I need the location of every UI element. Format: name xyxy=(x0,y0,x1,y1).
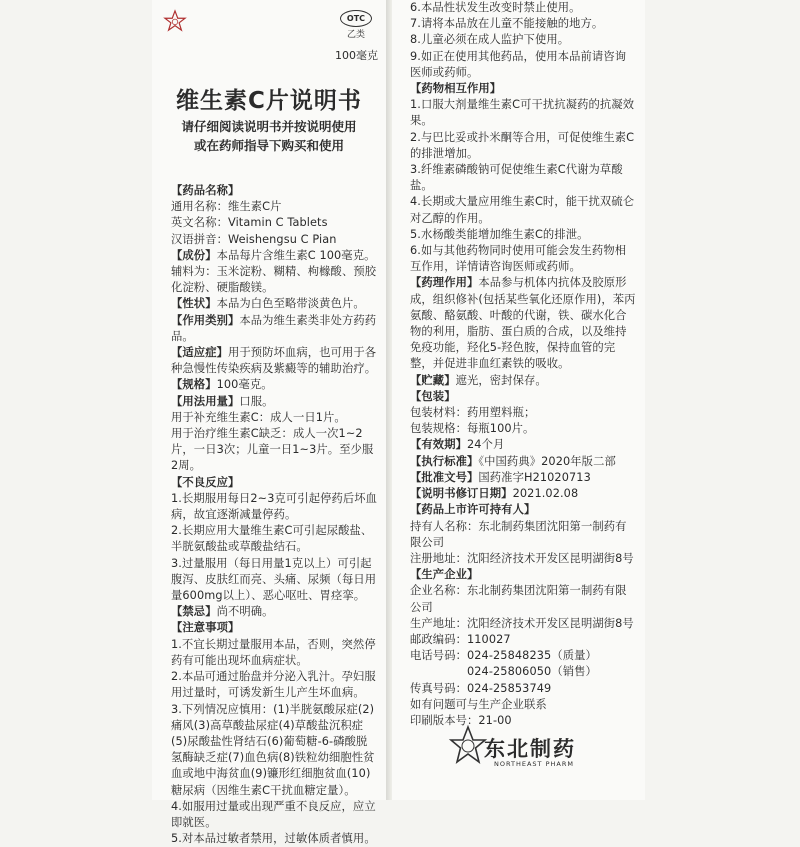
section-line: 2.本品可通过胎盘并分泌入乳汁。孕妇服用过量时，可诱发新生儿产生坏血病。 xyxy=(171,670,376,700)
section-line: 2.长期应用大量维生素C可引起尿酸盐、半胱氨酸盐或草酸盐结石。 xyxy=(171,524,373,554)
northeast-pharm-logo-icon xyxy=(450,726,486,766)
section-line: 3.下列情况应慎用：(1)半胱氨酸尿症(2)痛风(3)高草酸盐尿症(4)草酸盐沉积症(5)尿酸盐性肾结石(6)葡萄糖-6-磷酸脱氢酶缺乏症(7)血色病(8)铁粒幼细胞性贫血或地中海贫血(9)镰形红细胞贫血(10)糖尿病（因维生素C干扰血糖定量）。 xyxy=(171,702,375,797)
section-heading: 【适应症】 xyxy=(171,346,228,360)
section-heading: 【药物相互作用】 xyxy=(410,82,502,96)
section-text: 本品为维生素类非处方药药品。 xyxy=(171,313,377,343)
left-text-column xyxy=(171,183,378,847)
section-text: 2021.02.08 xyxy=(512,487,579,501)
brand-name-cn: 东北制药 xyxy=(484,737,576,761)
subtitle-line: 请仔细阅读说明书并按说明使用 xyxy=(181,119,357,134)
section-text: 尚不明确。 xyxy=(216,605,274,619)
section-first-line xyxy=(171,313,378,345)
section-line: 9.如正在使用其他药品，使用本品前请咨询医师或药师。 xyxy=(410,49,627,79)
section xyxy=(171,394,378,475)
section-first-line xyxy=(410,275,637,372)
section-first-line xyxy=(410,389,637,405)
leaflet-left-panel xyxy=(152,0,386,846)
section-first-line xyxy=(410,454,637,470)
section-first-line xyxy=(171,377,378,393)
section-heading: 【包装】 xyxy=(410,389,456,403)
section-line: 用于补充维生素C：成人一日1片。 xyxy=(171,410,346,424)
section-heading: 【药品名称】 xyxy=(171,184,240,197)
section-text: 本品为白色至略带淡黄色片。 xyxy=(216,297,365,311)
section-first-line xyxy=(171,475,378,491)
section-line: 5.水杨酸类能增加维生素C的排泄。 xyxy=(410,227,589,241)
section xyxy=(410,275,637,372)
section-line: 4.如服用过量或出现严重不良反应，应立即就医。 xyxy=(171,799,376,829)
section-line: 包装规格：每瓶100片。 xyxy=(410,422,535,436)
section-text: 遮光，密封保存。 xyxy=(455,373,547,387)
section-line: 持有人名称：东北制药集团沈阳第一制药有限公司 xyxy=(410,519,627,549)
section xyxy=(410,437,637,453)
subtitle-line: 或在药师指导下购买和使用 xyxy=(193,138,344,153)
section xyxy=(410,81,637,275)
section-line: 用于治疗维生素C缺乏：成人一次1~2片，一日3次；儿童一日1~3片。至少服2周。 xyxy=(171,427,374,473)
section-line: 电话号码：024-25848235（质量） xyxy=(410,649,597,663)
section-heading: 【贮藏】 xyxy=(410,373,456,387)
leaflet-right-panel xyxy=(392,0,645,800)
section-text: 24个月 xyxy=(467,438,505,452)
section xyxy=(410,567,637,729)
section-line: 注册地址：沈阳经济技术开发区昆明湖街8号 xyxy=(410,551,634,565)
section-line: 1.长期服用每日2~3克可引起停药后坏血病，故宜逐渐减量停药。 xyxy=(171,491,378,522)
section-heading: 【不良反应】 xyxy=(171,475,240,489)
section-first-line xyxy=(171,248,378,297)
section-line: 8.儿童必须在成人监护下使用。 xyxy=(410,33,570,47)
otc-badge: OTC xyxy=(340,10,372,27)
section-heading: 【药理作用】 xyxy=(410,276,479,290)
section xyxy=(171,620,378,847)
section-heading: 【生产企业】 xyxy=(410,568,479,582)
section xyxy=(410,0,637,81)
section xyxy=(171,345,378,377)
section-text: 本品每片含维生素C 100毫克。辅料为：玉米淀粉、糊精、枸橼酸、预胶化淀粉、硬脂酸镁。 xyxy=(171,248,377,295)
section-heading: 【作用类别】 xyxy=(171,313,240,327)
section-line: 6.本品性状发生改变时禁止使用。 xyxy=(410,1,581,14)
section-heading: 【用法用量】 xyxy=(171,394,240,408)
section-heading: 【注意事项】 xyxy=(171,621,240,635)
section xyxy=(410,373,637,389)
section-heading: 【规格】 xyxy=(171,378,217,392)
section-line: 2.与巴比妥或扑米酮等合用，可促使维生素C的排泄增加。 xyxy=(410,130,635,160)
section xyxy=(171,248,378,297)
section-first-line xyxy=(171,620,378,636)
otc-category: 乙类 xyxy=(347,30,366,40)
section-line: 6.如与其他药物同时使用可能会发生药物相互作用，详情请咨询医师或药师。 xyxy=(410,244,627,274)
document-title: 维生素C片说明书 xyxy=(176,88,362,114)
section-text: 100毫克。 xyxy=(216,378,273,392)
section-heading: 【禁忌】 xyxy=(171,605,217,619)
section-first-line xyxy=(171,345,378,377)
section-line: 024-25806050（销售） xyxy=(410,665,597,679)
section xyxy=(410,486,637,502)
section-first-line xyxy=(171,604,378,620)
section-line: 通用名称：维生素C片 xyxy=(171,200,282,214)
section-first-line xyxy=(410,437,637,453)
section-first-line xyxy=(410,470,637,486)
section-heading: 【药品上市许可持有人】 xyxy=(410,503,536,517)
brand-name-en: NORTHEAST PHARM xyxy=(494,760,574,768)
section-first-line xyxy=(410,373,637,389)
dose-label: 100毫克 xyxy=(335,49,378,62)
section-first-line xyxy=(410,502,637,518)
section-line: 1.不宜长期过量服用本品，否则，突然停药有可能出现坏血病症状。 xyxy=(171,637,376,667)
section-heading: 【说明书修订日期】 xyxy=(410,487,513,501)
section xyxy=(171,183,378,248)
section-line: 3.过量服用（每日用量1克以上）可引起腹泻、皮肤红而亮、头痛、尿频（每日用量600mg以上）、恶心呕吐、胃痉挛。 xyxy=(171,556,377,603)
section-line: 企业名称：东北制药集团沈阳第一制药有限公司 xyxy=(410,584,627,614)
section-line: 汉语拼音：Weishengsu C Pian xyxy=(171,232,337,246)
brand-star-icon xyxy=(164,10,186,32)
section xyxy=(410,502,637,567)
section-first-line xyxy=(171,183,378,199)
section-line: 1.口服大剂量维生素C可干扰抗凝药的抗凝效果。 xyxy=(410,98,635,128)
section-heading: 【性状】 xyxy=(171,297,217,311)
section-text: 用于预防坏血病，也可用于各种急慢性传染疾病及紫癜等的辅助治疗。 xyxy=(171,346,377,376)
section-line: 4.长期或大量应用维生素C时，能干扰双硫仑对乙醇的作用。 xyxy=(410,195,635,225)
section-heading: 【成份】 xyxy=(171,248,217,262)
section-line: 包装材料：药用塑料瓶； xyxy=(410,406,536,420)
section xyxy=(410,470,637,486)
section-first-line xyxy=(171,296,378,312)
section-heading: 【批准文号】 xyxy=(410,470,479,484)
section xyxy=(171,313,378,345)
section-heading: 【有效期】 xyxy=(410,438,467,452)
section-line: 3.纤维素磷酸钠可促使维生素C代谢为草酸盐。 xyxy=(410,163,623,193)
section-line: 印刷版本号：21-00 xyxy=(410,713,512,727)
section-line: 5.对本品过敏者禁用，过敏体质者慎用。 xyxy=(171,832,376,846)
section-first-line xyxy=(171,394,378,410)
section-text: 口服。 xyxy=(239,394,274,408)
section-text: 本品参与机体内抗体及胶原形成，组织修补(包括某些氧化还原作用)，苯丙氨酸、酪氨酸、叶酸的代谢，铁、碳水化合物的利用，脂肪、蛋白质的合成，以及维持免疫功能，羟化5-羟色胺，保持血管的完整，并促进非血红素铁的吸收。 xyxy=(410,276,636,371)
section xyxy=(410,454,637,470)
section-first-line xyxy=(410,486,637,502)
section-first-line xyxy=(410,567,637,583)
section-first-line xyxy=(410,81,637,97)
section-line: 7.请将本品放在儿童不能接触的地方。 xyxy=(410,17,604,31)
section-line: 生产地址：沈阳经济技术开发区昆明湖街8号 xyxy=(410,616,634,630)
section-text: 国药准字H21020713 xyxy=(478,470,591,484)
section-line: 如有问题可与生产企业联系 xyxy=(410,697,547,711)
section xyxy=(171,296,378,312)
section xyxy=(171,475,378,605)
right-text-column xyxy=(410,0,637,729)
section-heading: 【执行标准】 xyxy=(410,454,479,468)
section-line: 传真号码：024-25853749 xyxy=(410,681,552,695)
section-line: 英文名称：Vitamin C Tablets xyxy=(171,216,328,230)
section xyxy=(171,377,378,393)
section-text: 《中国药典》2020年版二部 xyxy=(478,454,616,468)
section-line: 邮政编码：110027 xyxy=(410,632,511,646)
section xyxy=(171,604,378,620)
section xyxy=(410,389,637,438)
